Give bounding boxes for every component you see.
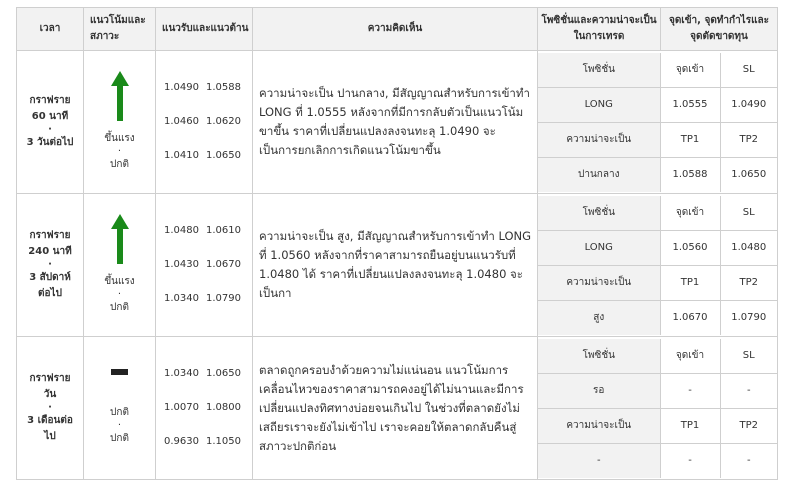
support-value: 1.0340 xyxy=(164,293,199,304)
support-value: 1.0490 xyxy=(164,82,199,93)
position-label: โพซิชั่น xyxy=(538,339,660,374)
probability-value: ปานกลาง xyxy=(538,157,660,192)
level-pair xyxy=(164,105,252,139)
resistance-value: 1.0650 xyxy=(206,150,241,161)
time-cell xyxy=(17,194,84,337)
level-pair xyxy=(164,357,252,391)
time-cell xyxy=(17,337,84,480)
trend-label: ปกติ xyxy=(110,302,129,313)
support-value: 0.9630 xyxy=(164,436,199,447)
tp2-value: - xyxy=(720,443,777,478)
probability-value: สูง xyxy=(538,300,660,335)
time-label: 3 เดือนต่อ xyxy=(27,415,73,426)
separator-dot: · xyxy=(117,289,122,300)
resistance-value: 1.0588 xyxy=(206,82,241,93)
resistance-value: 1.0650 xyxy=(206,368,241,379)
comment-cell: ความน่าจะเป็น ปานกลาง, มีสัญญาณสำหรับการเข้าทำ LONG ที่ 1.0555 หลังจากที่มีการกลับตัวเป็นแนวโน้มขาขึ้น ราคาที่เปลี่ยนแปลงลงจนทะลุ 1.0490 จะเป็นการยกเลิกการเกิดแนวโน้มขาขึ้น xyxy=(253,51,538,194)
position-cell xyxy=(538,194,778,337)
sl-label: SL xyxy=(720,196,777,231)
probability-label: ความน่าจะเป็น xyxy=(538,408,660,443)
time-label: 3 วันต่อไป xyxy=(26,137,74,148)
tp2-label: TP2 xyxy=(720,122,777,157)
probability-value: - xyxy=(538,443,660,478)
position-cell xyxy=(538,51,778,194)
entry-label: จุดเข้า xyxy=(660,196,720,231)
table-row xyxy=(17,337,778,480)
position-value: LONG xyxy=(538,230,660,265)
separator-dot: · xyxy=(48,402,52,413)
position-label: โพซิชั่น xyxy=(538,53,660,88)
levels-cell xyxy=(156,51,253,194)
time-label: กราฟราย xyxy=(29,373,71,384)
levels-cell xyxy=(156,337,253,480)
tp1-label: TP1 xyxy=(660,408,720,443)
comment-cell: ความน่าจะเป็น สูง, มีสัญญาณสำหรับการเข้าทำ LONG ที่ 1.0560 หลังจากที่ราคาสามารถยืนอยู่บนแนวรับที่ 1.0480 ได้ ราคาที่เปลี่ยนแปลงลงจนทะลุ 1.0480 จะเป็นกา xyxy=(253,194,538,337)
time-label: ต่อไป xyxy=(38,288,62,299)
resistance-value: 1.0670 xyxy=(206,259,241,270)
level-pair xyxy=(164,282,252,316)
position-value: รอ xyxy=(538,373,660,408)
header-levels: แนวรับและแนวต้าน xyxy=(156,8,253,51)
separator-dot: · xyxy=(117,420,122,431)
level-pair xyxy=(164,391,252,425)
trend-label: ขึ้นแรง xyxy=(104,133,135,144)
header-entry: จุดเข้า, จุดทำกำไรและจุดตัดขาดทุน xyxy=(668,15,770,42)
trend-label: ปกติ xyxy=(110,407,129,418)
sl-value: 1.0480 xyxy=(720,230,777,265)
entry-label: จุดเข้า xyxy=(660,339,720,374)
position-value: LONG xyxy=(538,87,660,122)
entry-value: 1.0555 xyxy=(660,87,720,122)
time-cell xyxy=(17,51,84,194)
table-row xyxy=(17,51,778,194)
support-value: 1.0430 xyxy=(164,259,199,270)
resistance-value: 1.0620 xyxy=(206,116,241,127)
trend-label: ปกติ xyxy=(110,159,129,170)
level-pair xyxy=(164,248,252,282)
level-pair xyxy=(164,425,252,459)
position-table xyxy=(538,196,777,335)
time-label: 240 นาที xyxy=(28,246,72,257)
header-position-cell xyxy=(538,8,778,51)
tp1-label: TP1 xyxy=(660,122,720,157)
sl-value: - xyxy=(720,373,777,408)
support-value: 1.0340 xyxy=(164,368,199,379)
trend-label: ปกติ xyxy=(110,433,129,444)
time-label: วัน xyxy=(43,389,57,400)
tp1-value: - xyxy=(660,443,720,478)
position-table xyxy=(538,339,777,478)
time-label: 3 สัปดาห์ xyxy=(29,272,71,283)
table-row xyxy=(17,194,778,337)
position-label: โพซิชั่น xyxy=(538,196,660,231)
time-label: กราฟราย xyxy=(29,230,71,241)
probability-label: ความน่าจะเป็น xyxy=(538,265,660,300)
tp1-value: 1.0670 xyxy=(660,300,720,335)
position-cell xyxy=(538,337,778,480)
arrow-up-icon xyxy=(110,71,130,121)
table-header-row xyxy=(17,8,778,51)
header-time: เวลา xyxy=(17,8,84,51)
levels-cell xyxy=(156,194,253,337)
entry-value: 1.0560 xyxy=(660,230,720,265)
entry-value: - xyxy=(660,373,720,408)
level-pair xyxy=(164,214,252,248)
sl-label: SL xyxy=(720,339,777,374)
forecast-table xyxy=(16,7,778,480)
arrow-up-icon xyxy=(110,214,130,264)
tp2-value: 1.0650 xyxy=(720,157,777,192)
trend-cell xyxy=(84,51,156,194)
resistance-value: 1.1050 xyxy=(206,436,241,447)
level-pair xyxy=(164,139,252,173)
comment-cell: ตลาดถูกครอบงำด้วยความไม่แน่นอน แนวโน้มการเคลื่อนไหวของราคาสามารถคงอยู่ได้ไม่นานและมีการเปลี่ยนแปลงทิศทางบ่อยจนเกินไป ในช่วงที่ตลาดยังไม่เสถียรเราจะยังไม่เข้าไป เราจะคอยให้ตลาดกลับคืนสู่สภาวะปกติก่อน xyxy=(253,337,538,480)
tp2-label: TP2 xyxy=(720,265,777,300)
resistance-value: 1.0790 xyxy=(206,293,241,304)
time-label: 60 นาที xyxy=(31,111,69,122)
header-comment: ความคิดเห็น xyxy=(253,8,538,51)
trend-cell xyxy=(84,337,156,480)
resistance-value: 1.0610 xyxy=(206,225,241,236)
sl-label: SL xyxy=(720,53,777,88)
tp2-value: 1.0790 xyxy=(720,300,777,335)
support-value: 1.0480 xyxy=(164,225,199,236)
separator-dot: · xyxy=(48,124,52,135)
header-position: โพซิชั่นและความน่าจะเป็นในการเทรด xyxy=(538,8,661,50)
position-table xyxy=(538,53,777,192)
separator-dot: · xyxy=(117,146,122,157)
tp1-label: TP1 xyxy=(660,265,720,300)
header-trend: แนวโน้มและสภาวะ xyxy=(84,8,156,51)
support-value: 1.0460 xyxy=(164,116,199,127)
resistance-value: 1.0800 xyxy=(206,402,241,413)
time-label: ไป xyxy=(44,431,56,442)
support-value: 1.0410 xyxy=(164,150,199,161)
separator-dot: · xyxy=(48,259,52,270)
trend-label: ขึ้นแรง xyxy=(104,276,135,287)
tp1-value: 1.0588 xyxy=(660,157,720,192)
entry-label: จุดเข้า xyxy=(660,53,720,88)
sl-value: 1.0490 xyxy=(720,87,777,122)
time-label: กราฟราย xyxy=(29,95,71,106)
support-value: 1.0070 xyxy=(164,402,199,413)
tp2-label: TP2 xyxy=(720,408,777,443)
level-pair xyxy=(164,71,252,105)
probability-label: ความน่าจะเป็น xyxy=(538,122,660,157)
forecast-table-container xyxy=(16,7,778,480)
trend-cell xyxy=(84,194,156,337)
